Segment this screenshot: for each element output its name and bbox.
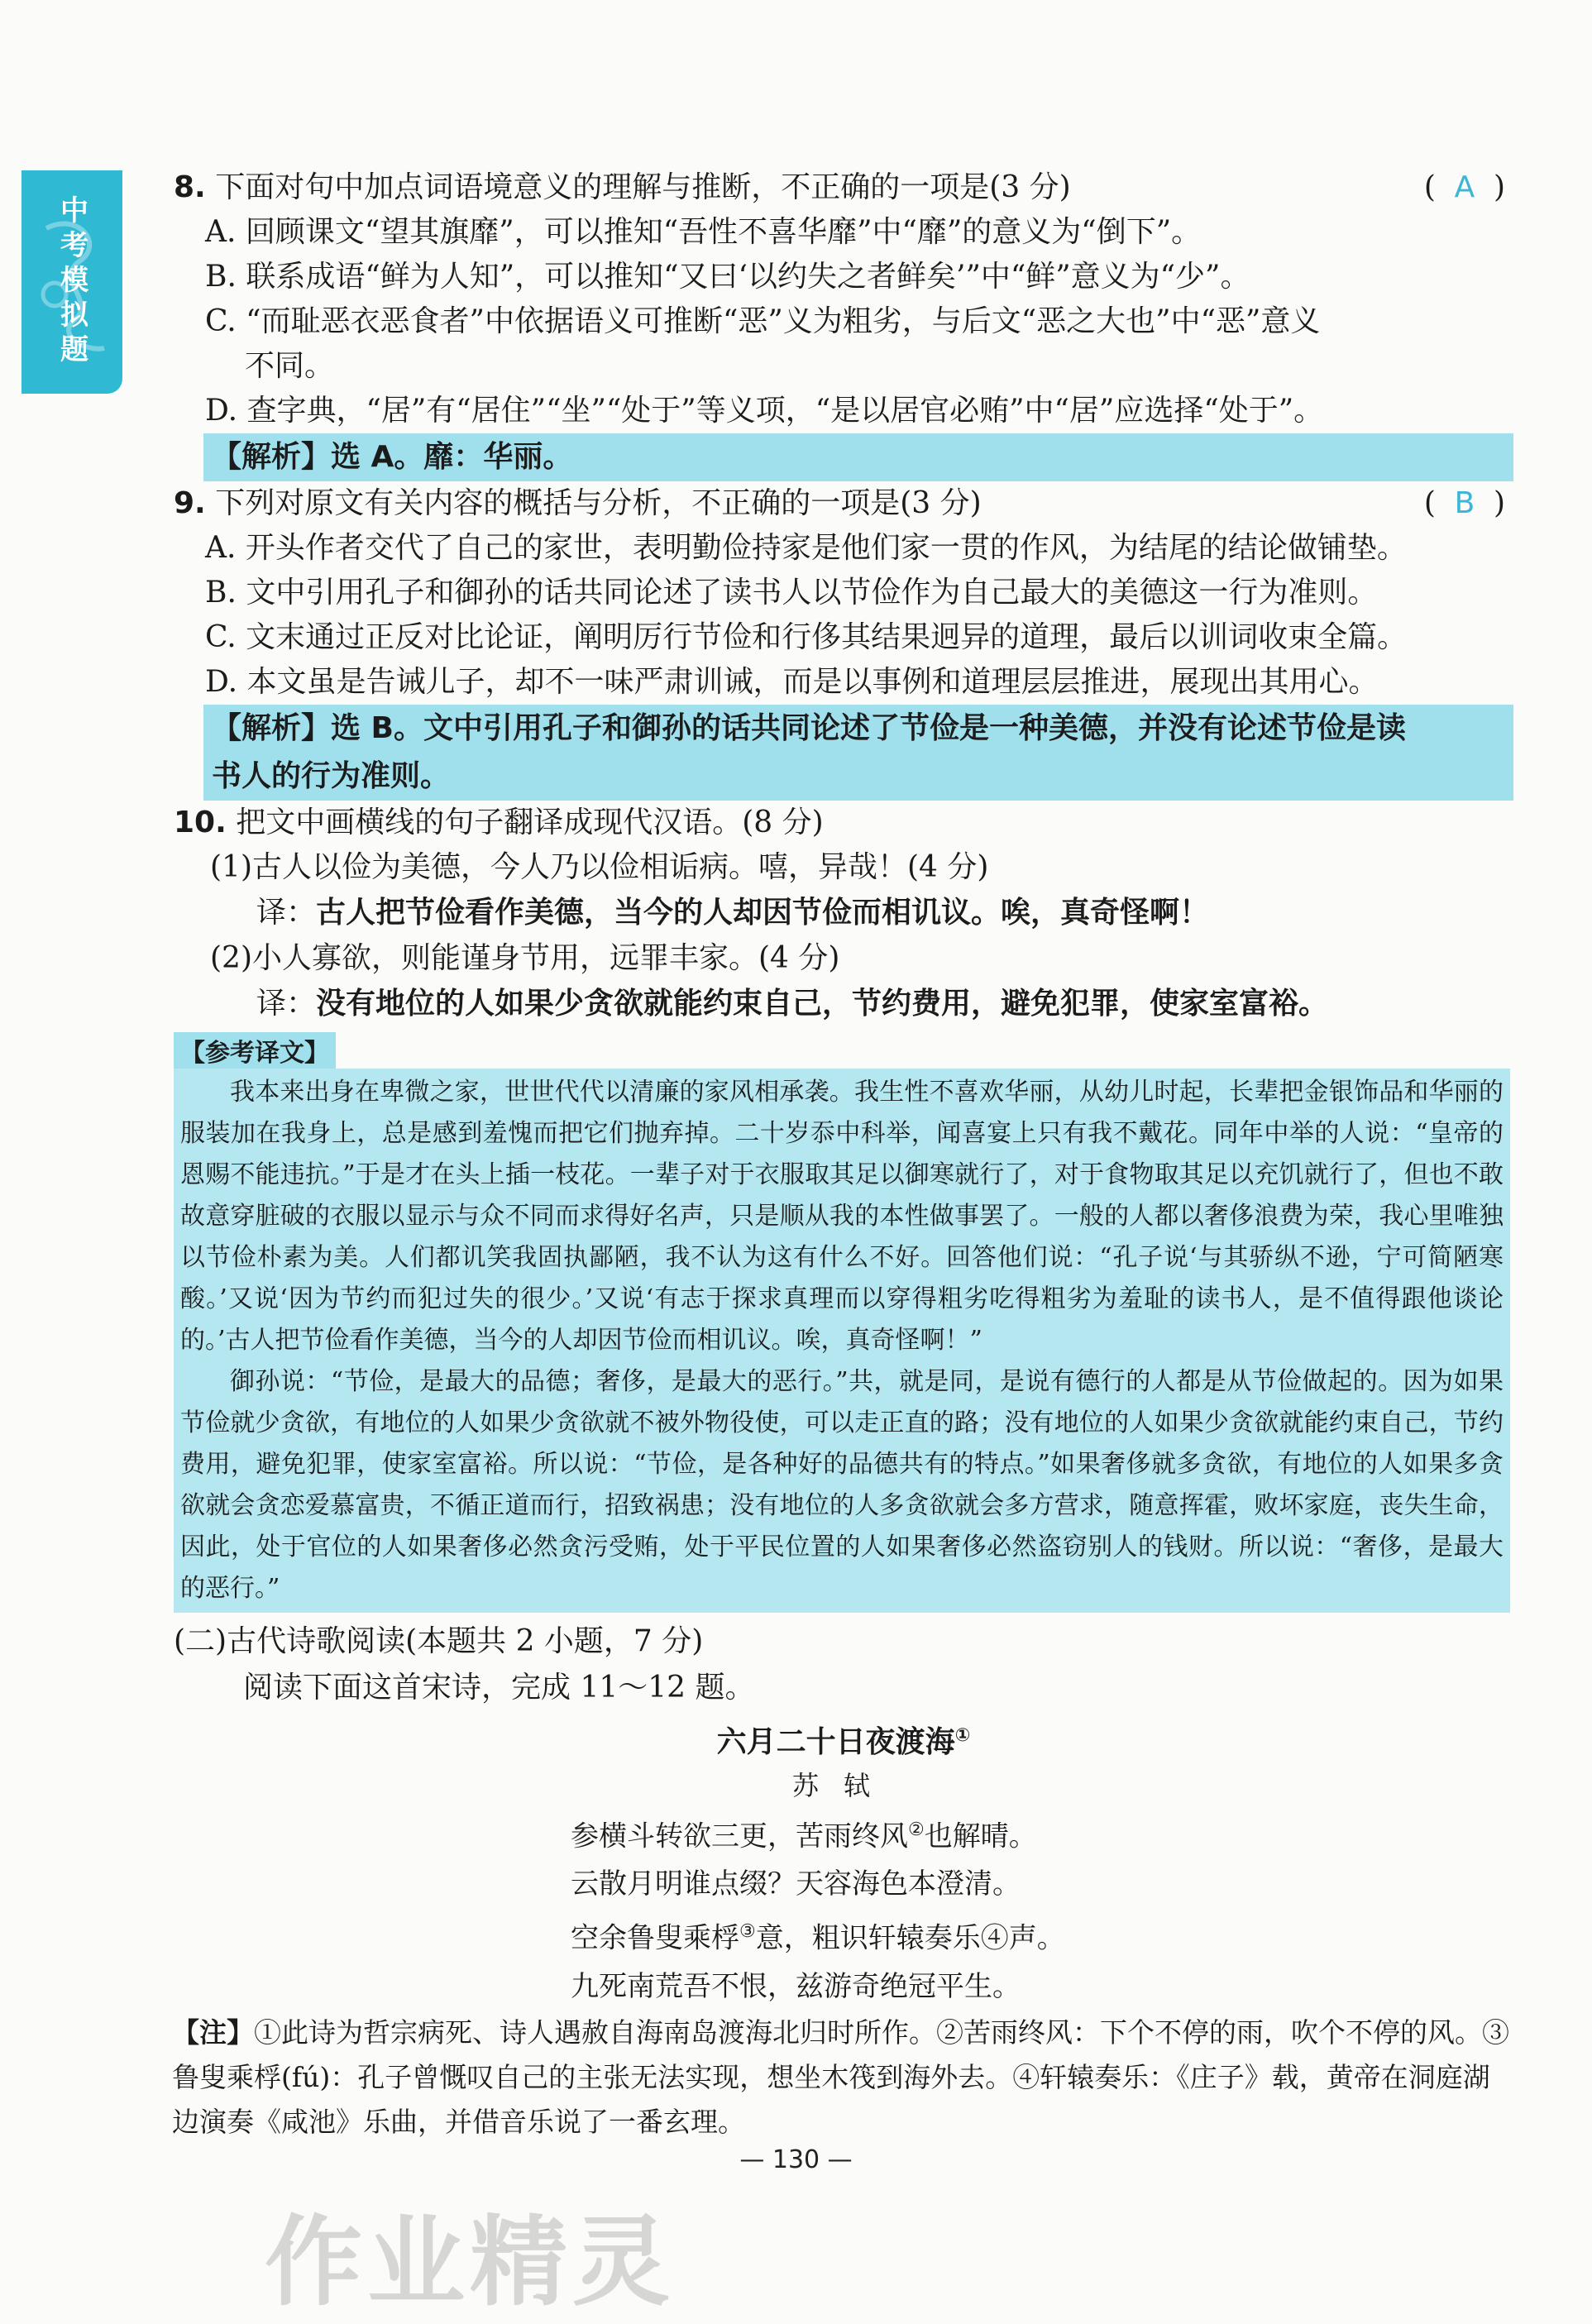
notes-text: ①此诗为哲宗病死、诗人遇赦自海南岛渡海北归时所作。②苦雨终风：下个不停的雨，吹个不停的风。③鲁叟乘桴(fú)：孔子曾慨叹自己的主张无法实现，想坐木筏到海外去。④轩辕奏乐：《庄子》载，黄帝在洞庭湖边演奏《咸池》乐曲，并借音乐说了一番玄理。 bbox=[172, 2016, 1509, 2138]
notes-tag: 【注】 bbox=[172, 2016, 254, 2049]
question-8-stem bbox=[174, 165, 1513, 210]
translation-text: 没有地位的人如果少贪欲就能约束自己，节约费用，避免犯罪，使家室富裕。 bbox=[316, 987, 1329, 1021]
option-c: C. 文末通过正反对比论证，阐明厉行节俭和行侈其结果迥异的道理，最后以训词收束全篇。 bbox=[205, 620, 1408, 654]
question-10-stem bbox=[174, 801, 1513, 845]
poem-notes bbox=[172, 2011, 1512, 2145]
footnote-marker: ① bbox=[954, 1725, 971, 1746]
analysis-tag: 【解析】 bbox=[212, 440, 332, 474]
question-9-stem bbox=[174, 481, 1513, 526]
analysis-8 bbox=[174, 433, 1513, 481]
option-d: D. 查字典，“居”有“居住”“坐”“处于”等义项，“是以居官必贿”中“居”应选择“处于”。 bbox=[205, 394, 1324, 428]
section-instruction: 阅读下面这首宋诗，完成 11～12 题。 bbox=[243, 1671, 755, 1705]
page-number: — 130 — bbox=[739, 2145, 853, 2174]
analysis-text-line-2: 书人的行为准则。 bbox=[212, 759, 451, 793]
option-d: D. 本文虽是告诫儿子，却不一味严肃训诫，而是以事例和道理层层推进，展现出其用心。 bbox=[205, 665, 1379, 699]
translation-label: 译： bbox=[256, 896, 317, 930]
question-number: 10. bbox=[174, 806, 227, 839]
translation-item-2-question: (2)小人寡欲，则能谨身节用，远罪丰家。(4 分) bbox=[210, 941, 840, 975]
translation-text: 古人把节俭看作美德，当今的人却因节俭而相讥议。唉，真奇怪啊！ bbox=[316, 896, 1210, 930]
poem-line: 九死南荒吾不恨，兹游奇绝冠平生。 bbox=[571, 1969, 1021, 2003]
translation-item-1-answer bbox=[174, 890, 1513, 936]
answer-box: ( B ) bbox=[1424, 481, 1505, 526]
analysis-9 bbox=[174, 705, 1513, 801]
answer-box: ( A ) bbox=[1424, 165, 1505, 210]
question-number: 8. bbox=[174, 170, 206, 204]
option-c-continued: 不同。 bbox=[245, 349, 335, 383]
reference-body bbox=[174, 1069, 1510, 1613]
analysis-tag: 【解析】 bbox=[212, 711, 332, 745]
side-tab-label: 中考模拟题 bbox=[55, 195, 88, 369]
poem-author: 苏轼 bbox=[791, 1770, 895, 1801]
option-a: A. 回顾课文“望其旗靡”，可以推知“吾性不喜华靡”中“靡”的意义为“倒下”。 bbox=[205, 215, 1202, 249]
poem-line: 空余鲁叟乘桴③意，粗识轩辕奏乐④声。 bbox=[571, 1921, 1065, 1955]
question-text: 下列对原文有关内容的概括与分析，不正确的一项是(3 分) bbox=[215, 486, 982, 520]
reference-title: 【参考译文】 bbox=[174, 1032, 336, 1069]
poem-line: 云散月明谁点缀？天容海色本澄清。 bbox=[571, 1867, 1021, 1901]
poem-line: 参横斗转欲三更，苦雨终风②也解晴。 bbox=[571, 1820, 1037, 1853]
question-text: 把文中画横线的句子翻译成现代汉语。(8 分) bbox=[236, 806, 824, 839]
translation-item-1-question: (1)古人以俭为美德，今人乃以俭相诟病。嘻，异哉！(4 分) bbox=[210, 850, 989, 884]
analysis-text-line-1: 选 B。文中引用孔子和御孙的话共同论述了节俭是一种美德，并没有论述节俭是读 bbox=[331, 711, 1406, 745]
analysis-text: 选 A。靡：华丽。 bbox=[331, 440, 573, 474]
option-a: A. 开头作者交代了自己的家世，表明勤俭持家是他们家一贯的作风，为结尾的结论做铺垫。 bbox=[205, 531, 1407, 565]
poem-title: 六月二十日夜渡海① bbox=[716, 1725, 971, 1759]
reference-translation bbox=[174, 1032, 1513, 1613]
option-b: B. 文中引用孔子和御孙的话共同论述了读书人以节俭作为自己最大的美德这一行为准则。 bbox=[205, 576, 1378, 610]
translation-label: 译： bbox=[256, 987, 317, 1021]
translation-item-2-answer bbox=[174, 981, 1513, 1027]
answer-letter: A bbox=[1454, 170, 1475, 204]
reference-paragraph: 我本来出身在卑微之家，世世代代以清廉的家风相承袭。我生性不喜欢华丽，从幼儿时起，长辈把金银饰品和华丽的服装加在我身上，总是感到羞愧而把它们抛弃掉。二十岁忝中科举，闻喜宴上只有我不戴花。同年中举的人说：“皇帝的恩赐不能违抗。”于是才在头上插一枝花。一辈子对于衣服取其足以御寒就行了，对于食物取其足以充饥就行了，但也不敢故意穿脏破的衣服以显示与众不同而求得好名声，只是顺从我的本性做事罢了。一般的人都以奢侈浪费为荣，我心里唯独以节俭朴素为美。人们都讥笑我固执鄙陋，我不认为这有什么不好。回答他们说：“孔子说‘与其骄纵不逊，宁可简陋寒酸。’又说‘因为节约而犯过失的很少。’又说‘有志于探求真理而以穿得粗劣吃得粗劣为羞耻的读书人，是不值得跟他谈论的。’古人把节俭看作美德，当今的人却因节俭而相讥议。唉，真奇怪啊！” bbox=[180, 1078, 1504, 1355]
option-c: C. “而耻恶衣恶食者”中依据语义可推断“恶”义为粗劣，与后文“恶之大也”中“恶”意义 bbox=[205, 304, 1321, 338]
option-b: B. 联系成语“鲜为人知”，可以推知“又曰‘以约失之者鲜矣’”中“鲜”意义为“少”。 bbox=[205, 260, 1250, 294]
main-content bbox=[174, 165, 1513, 2145]
question-text: 下面对句中加点词语境意义的理解与推断，不正确的一项是(3 分) bbox=[215, 170, 1071, 204]
watermark: 作业精灵 bbox=[265, 2205, 676, 2319]
section-title: (二)古代诗歌阅读(本题共 2 小题，7 分) bbox=[174, 1624, 704, 1658]
question-number: 9. bbox=[174, 486, 206, 520]
reference-paragraph: 御孙说：“节俭，是最大的品德；奢侈，是最大的恶行。”共，就是同，是说有德行的人都是从节俭做起的。因为如果节俭就少贪欲，有地位的人如果少贪欲就不被外物役使，可以走正直的路；没有地位的人如果少贪欲就能约束自己，节约费用，避免犯罪，使家室富裕。所以说：“节俭，是各种好的品德共有的特点。”如果奢侈就多贪欲，有地位的人如果多贪欲就会贪恋爱慕富贵，不循正道而行，招致祸患；没有地位的人多贪欲就会多方营求，随意挥霍，败坏家庭，丧失生命，因此，处于官位的人如果奢侈必然贪污受贿，处于平民位置的人如果奢侈必然盗窃别人的钱财。所以说：“奢侈，是最大的恶行。” bbox=[180, 1367, 1504, 1603]
answer-letter: B bbox=[1454, 486, 1475, 520]
section-side-tab bbox=[22, 170, 122, 394]
